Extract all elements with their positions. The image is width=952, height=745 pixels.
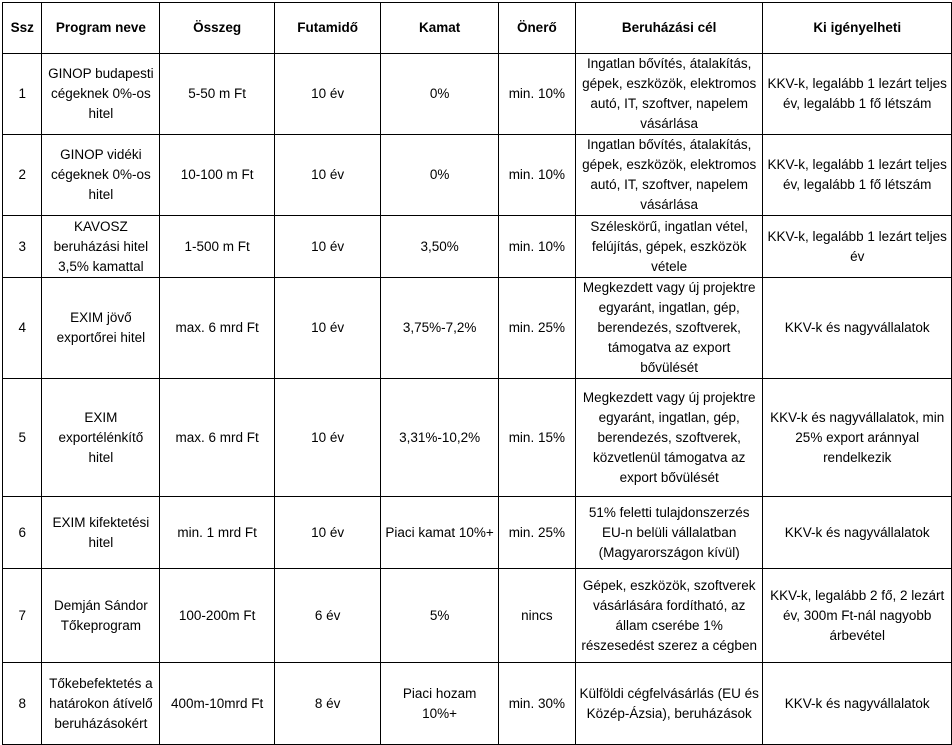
cell-ssz: 4 [3, 278, 42, 379]
cell-kamat: Piaci kamat 10%+ [381, 497, 498, 569]
header-ki: Ki igényelheti [763, 3, 952, 54]
cell-futamido: 10 év [274, 278, 381, 379]
cell-osszeg: min. 1 mrd Ft [160, 497, 274, 569]
cell-ssz: 7 [3, 569, 42, 663]
cell-ssz: 3 [3, 216, 42, 278]
table-row [3, 216, 952, 278]
cell-ki: KKV-k és nagyvállalatok [763, 663, 952, 745]
cell-kamat: 5% [381, 569, 498, 663]
header-cel: Beruházási cél [575, 3, 763, 54]
cell-ssz: 5 [3, 379, 42, 497]
loan-programs-table [2, 2, 952, 745]
table-row [3, 663, 952, 745]
table-row [3, 379, 952, 497]
header-ssz: Ssz [3, 3, 42, 54]
cell-ki: KKV-k, legalább 1 lezárt teljes év, legalább 1 fő létszám [763, 54, 952, 135]
cell-futamido: 6 év [274, 569, 381, 663]
cell-cel: Széleskörű, ingatlan vétel, felújítás, gépek, eszközök vétele [575, 216, 763, 278]
cell-osszeg: max. 6 mrd Ft [160, 379, 274, 497]
cell-program: GINOP budapesti cégeknek 0%-os hitel [42, 54, 160, 135]
cell-program: EXIM exportélénkítő hitel [42, 379, 160, 497]
table-row [3, 278, 952, 379]
cell-onero: min. 10% [498, 216, 575, 278]
cell-ki: KKV-k, legalább 1 lezárt teljes év [763, 216, 952, 278]
table-row [3, 497, 952, 569]
table-row [3, 54, 952, 135]
cell-ki: KKV-k, legalább 1 lezárt teljes év, legalább 1 fő létszám [763, 135, 952, 216]
cell-cel: Ingatlan bővítés, átalakítás, gépek, eszközök, elektromos autó, IT, szoftver, napelem vásárlása [575, 54, 763, 135]
cell-kamat: 0% [381, 54, 498, 135]
cell-program: EXIM kifektetési hitel [42, 497, 160, 569]
cell-kamat: Piaci hozam 10%+ [381, 663, 498, 745]
cell-futamido: 10 év [274, 497, 381, 569]
cell-cel: Megkezdett vagy új projektre egyaránt, ingatlan, gép, berendezés, szoftverek, támogatva az export bővülését [575, 278, 763, 379]
cell-kamat: 3,31%-10,2% [381, 379, 498, 497]
cell-futamido: 10 év [274, 216, 381, 278]
cell-program: GINOP vidéki cégeknek 0%-os hitel [42, 135, 160, 216]
cell-cel: Gépek, eszközök, szoftverek vásárlására fordítható, az állam cserébe 1% részesedést szerez a cégben [575, 569, 763, 663]
header-program: Program neve [42, 3, 160, 54]
cell-futamido: 10 év [274, 54, 381, 135]
cell-ki: KKV-k, legalább 2 fő, 2 lezárt év, 300m Ft-nál nagyobb árbevétel [763, 569, 952, 663]
header-row [3, 3, 952, 54]
cell-osszeg: 100-200m Ft [160, 569, 274, 663]
cell-program: EXIM jövő exportőrei hitel [42, 278, 160, 379]
cell-cel: Megkezdett vagy új projektre egyaránt, ingatlan, gép, berendezés, szoftverek, közvetlenül támogatva az export bővülését [575, 379, 763, 497]
cell-program: KAVOSZ beruházási hitel 3,5% kamattal [42, 216, 160, 278]
cell-ssz: 8 [3, 663, 42, 745]
cell-osszeg: max. 6 mrd Ft [160, 278, 274, 379]
table-row [3, 135, 952, 216]
cell-onero: min. 10% [498, 135, 575, 216]
cell-onero: min. 15% [498, 379, 575, 497]
cell-kamat: 3,75%-7,2% [381, 278, 498, 379]
cell-ssz: 1 [3, 54, 42, 135]
cell-cel: Külföldi cégfelvásárlás (EU és Közép-Ázsia), beruházások [575, 663, 763, 745]
cell-cel: 51% feletti tulajdonszerzés EU-n belüli vállalatban (Magyarországon kívül) [575, 497, 763, 569]
cell-osszeg: 10-100 m Ft [160, 135, 274, 216]
cell-ssz: 2 [3, 135, 42, 216]
cell-ki: KKV-k és nagyvállalatok, min 25% export aránnyal rendelkezik [763, 379, 952, 497]
cell-futamido: 10 év [274, 379, 381, 497]
cell-onero: nincs [498, 569, 575, 663]
cell-cel: Ingatlan bővítés, átalakítás, gépek, eszközök, elektromos autó, IT, szoftver, napelem vásárlása [575, 135, 763, 216]
header-futamido: Futamidő [274, 3, 381, 54]
cell-ssz: 6 [3, 497, 42, 569]
cell-kamat: 0% [381, 135, 498, 216]
header-kamat: Kamat [381, 3, 498, 54]
cell-osszeg: 5-50 m Ft [160, 54, 274, 135]
cell-program: Tőkebefektetés a határokon átívelő beruházásokért [42, 663, 160, 745]
header-osszeg: Összeg [160, 3, 274, 54]
cell-ki: KKV-k és nagyvállalatok [763, 278, 952, 379]
cell-futamido: 10 év [274, 135, 381, 216]
cell-kamat: 3,50% [381, 216, 498, 278]
cell-onero: min. 30% [498, 663, 575, 745]
cell-onero: min. 25% [498, 278, 575, 379]
cell-ki: KKV-k és nagyvállalatok [763, 497, 952, 569]
table-row [3, 569, 952, 663]
cell-osszeg: 1-500 m Ft [160, 216, 274, 278]
header-onero: Önerő [498, 3, 575, 54]
cell-osszeg: 400m-10mrd Ft [160, 663, 274, 745]
cell-futamido: 8 év [274, 663, 381, 745]
cell-onero: min. 25% [498, 497, 575, 569]
cell-onero: min. 10% [498, 54, 575, 135]
cell-program: Demján Sándor Tőkeprogram [42, 569, 160, 663]
